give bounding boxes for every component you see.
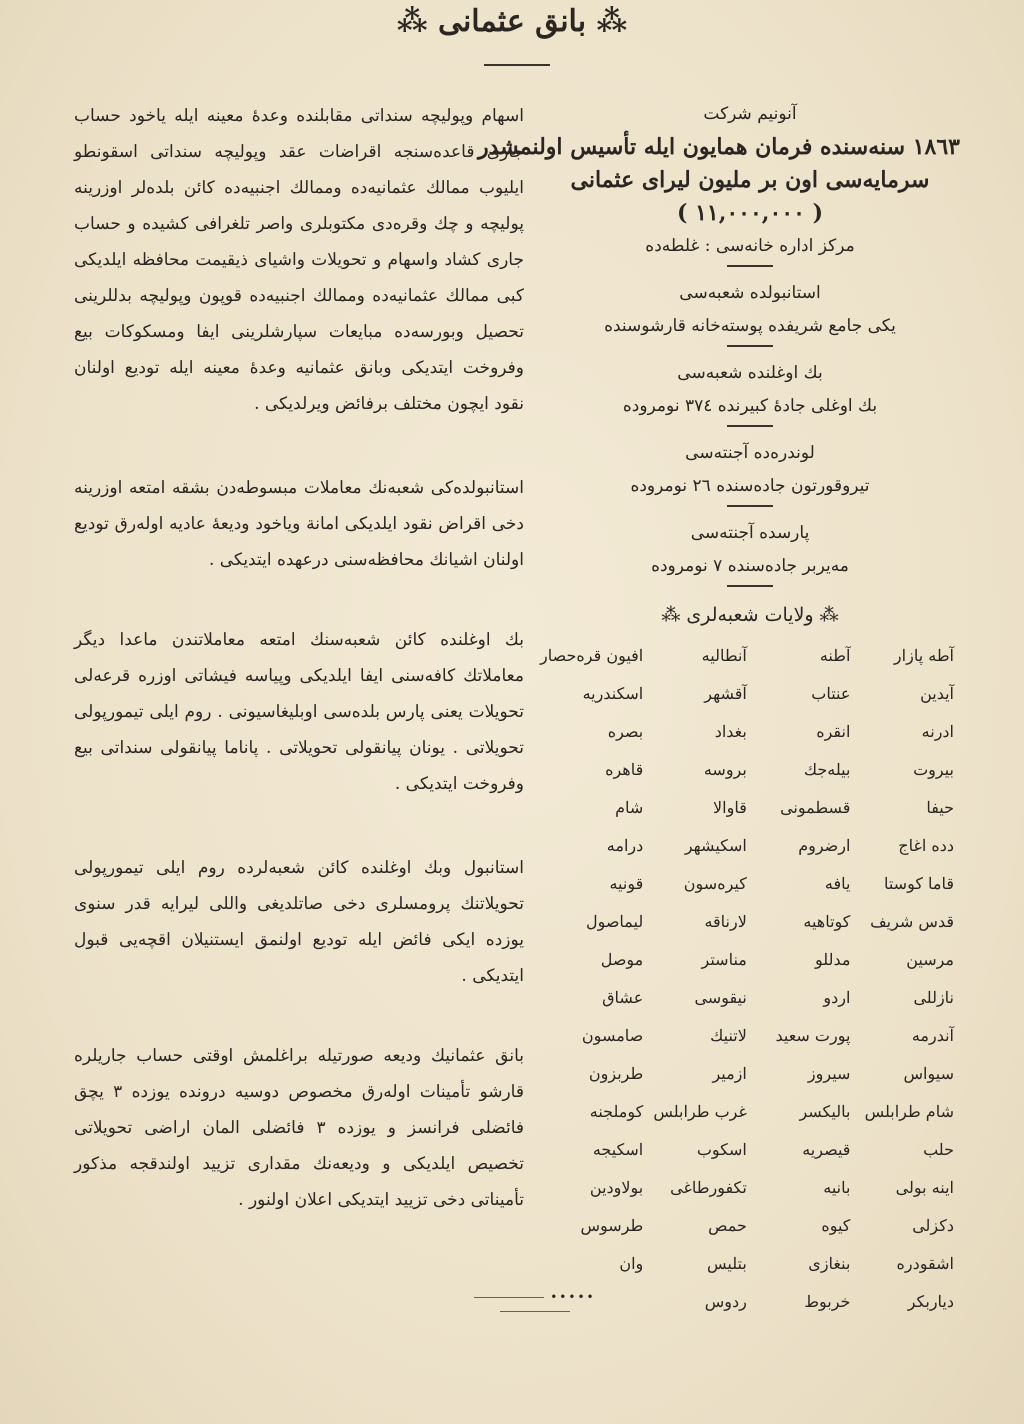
- province-branch: قسطمونی: [780, 798, 851, 817]
- province-branch: سیروز: [807, 1064, 851, 1083]
- footer-rule: [500, 1311, 570, 1312]
- province-branch: سیواس: [903, 1064, 954, 1083]
- province-branch: نیقوسی: [694, 988, 747, 1007]
- province-branch: اسكیشهر: [684, 836, 747, 855]
- province-branch: اردو: [823, 988, 851, 1007]
- province-branch: قاما كوستا: [883, 874, 954, 893]
- province-branch: مدللو: [815, 950, 851, 969]
- province-branch: انقره: [816, 722, 851, 741]
- province-branch: حیفا: [926, 798, 954, 817]
- province-branch: بصره: [607, 722, 644, 741]
- province-branch: عنتاب: [811, 684, 851, 703]
- province-branch: آیدین: [920, 684, 954, 703]
- province-branch: وان: [619, 1254, 644, 1273]
- branch-address: مه‌یربر جاده‌سنده ۷ نومروده: [651, 556, 849, 576]
- headquarters-line: مركز اداره خانه‌سی : غلطه‌ده: [645, 236, 855, 256]
- section-divider: [727, 265, 773, 267]
- province-branch: دكزلی: [912, 1216, 954, 1235]
- province-branch: آنطالیه: [701, 646, 747, 665]
- title-divider: [484, 64, 550, 66]
- province-branch: قدس شریف: [870, 912, 954, 931]
- branch-name: استانبولده شعبه‌سی: [679, 283, 821, 303]
- province-branch: درامه: [606, 836, 644, 855]
- province-branch: اشقودره: [896, 1254, 954, 1273]
- province-branch: شام طرابلس: [864, 1102, 954, 1121]
- paragraph-services: اسهام وپولیچه سنداتی مقابلنده وعدهٔ معینه ایله یاخود حساب جاری قاعده‌سنجه اقراضات عقد وپولیچه سنداتی اسقونطو ایلیوب ممالك عثمانیه‌ده وممالك اجنبیه‌ده كائن بلده‌لر اوزرینه پولیچه و چك وقره‌دی مكتوبلری واصر تلغرافی كشیده و حساب جاری كشاد واسهام و تحویلات واشیای ذیقیمت محافظه ایلدیكی كبی ممالك عثمانیه‌ده وممالك اجنبیه‌ده قوپون وپولیچه بدللرینی تحصیل وبورسه‌ده مبایعات سپارشلرینی ایفا ومسكوكات بیع وفروخت ایتدیكی وبانق عثمانیه وعدهٔ معینه ایله تودیع اولنان نقود ایچون مختلف برفائض ویرلدیكی .: [74, 106, 524, 414]
- province-branch: خربوط: [804, 1292, 851, 1311]
- province-branch: حمص: [708, 1216, 747, 1235]
- capital-line: سرمایه‌سی اون بر ملیون لیرای عثمانی: [570, 167, 930, 193]
- section-divider: [727, 505, 773, 507]
- founding-line: ۱۸٦۳ سنه‌سنده فرمان همایون ایله تأسیس اولنمشدر: [477, 134, 960, 160]
- province-branch: كوتاهیه: [803, 912, 851, 931]
- province-branch: كیوه: [821, 1216, 851, 1235]
- province-branch: لاتنیك: [710, 1026, 747, 1045]
- province-branch: غرب طرابلس: [653, 1102, 747, 1121]
- province-branch: طرسوس: [580, 1216, 644, 1235]
- province-branch: آندرمه: [911, 1026, 954, 1045]
- province-branch: لیماصول: [585, 912, 644, 931]
- province-branch: طربزون: [588, 1064, 644, 1083]
- right-column: [477, 98, 960, 1321]
- province-branch: بانیه: [823, 1178, 851, 1197]
- branch-address: تیروقورتون جاده‌سنده ۲٦ نومروده: [630, 476, 870, 496]
- footer-rule: [474, 1297, 544, 1298]
- branch-name: بك اوغلنده شعبه‌سی: [677, 363, 823, 383]
- section-divider: [727, 345, 773, 347]
- province-branch: بتلیس: [707, 1254, 747, 1273]
- province-branch: اسكوب: [696, 1140, 747, 1159]
- province-branch: دده اغاج: [898, 836, 954, 855]
- province-branch: دیاربكر: [907, 1292, 954, 1311]
- province-branch: اسكیجه: [592, 1140, 644, 1159]
- branch-name: لوندره‌ده آجنته‌سی: [685, 443, 815, 463]
- province-branch: بنغازی: [808, 1254, 851, 1273]
- branch-address: بك اوغلی جادهٔ كبیرنده ۳۷٤ نومروده: [622, 396, 878, 416]
- province-branch: ردوس: [704, 1292, 747, 1311]
- capital-amount: ( ۱۱,۰۰۰,۰۰۰ ): [676, 200, 823, 226]
- province-branch: بیروت: [913, 760, 954, 779]
- province-branch: عشاق: [602, 988, 644, 1007]
- paragraph-beyoglu-branch: بك اوغلنده كائن شعبه‌سنك امتعه معاملاتندن ماعدا دیگر معاملاتك كافه‌سنی ایفا ایلدیكی وپیاسه فیشاتی اوزره قرعه‌لی تحویلات یعنی پارس بلده‌سی اوبلیغاسیونی . روم ایلی تیمورپولی تحویلاتی . یونان پیانقولی تحویلاتی . پاناما پیانقولی سنداتی بیع وفروخت ایتدیكی .: [74, 630, 524, 794]
- province-branch: صامسون: [581, 1026, 644, 1045]
- province-branch: بولاودین: [589, 1178, 644, 1197]
- province-branch: لارناقه: [704, 912, 747, 931]
- province-branch: حلب: [923, 1140, 954, 1159]
- province-branch: ازمیر: [712, 1064, 747, 1083]
- provinces-grid: [540, 637, 960, 1321]
- province-branch: افیون قره‌حصار: [540, 646, 644, 665]
- branch-address: یكی جامع شریفده پوسته‌خانه قارشوسنده: [604, 316, 896, 336]
- province-branch: كیره‌سون: [683, 874, 747, 893]
- branch-name: پارسده آجنته‌سی: [690, 523, 810, 543]
- province-branch: آطنه: [819, 646, 851, 665]
- province-branch: قونیه: [609, 874, 644, 893]
- footer-dots: •••••: [550, 1290, 596, 1304]
- section-divider: [727, 425, 773, 427]
- province-branch: بالیكسر: [799, 1102, 851, 1121]
- province-branch: شام: [615, 798, 644, 817]
- province-branch: قیصریه: [802, 1140, 851, 1159]
- paragraph-guarantees: بانق عثمانیك ودیعه صورتیله براغلمش اوقتی حساب جاریلره قارشو تأمینات اوله‌رق مخصوص دوسیه درونده یوزده ۳ یچق فائضلی فرانسز و یوزده ۳ فائضلی المان اراضی تحویلاتی تخصیص ایلدیكی و ودیعه‌نك مقداری تزیید اولندقجه مذكور تأميناتی دخی تزیید ایتدیكی اعلان اولنور .: [74, 1046, 524, 1210]
- section-divider: [727, 585, 773, 587]
- province-branch: ارضروم: [798, 836, 851, 855]
- paragraph-deposits: استانبول وبك اوغلنده كائن شعبه‌لرده روم ایلی تیمورپولی تحویلاتنك پرومسلری دخی صاتلدیغی واللی لیرایه قدر سنوی یوزده ایكی فائض ایله تودیع اولنمق ایستنیلان اقچه‌یی قبول ایتدیكی .: [74, 858, 524, 986]
- paragraph-istanbul-branch: استانبولده‌كی شعبه‌نك معاملات مبسوطه‌دن بشقه امتعه اوزرینه دخی اقراض نقود ایلدیكی امانة ویاخود ودیعهٔ عادیه اوله‌رق تودیع اولنان اشیانك محافظه‌سنی درعهده ایتدیكی .: [74, 478, 524, 570]
- province-branch: ادرنه: [921, 722, 954, 741]
- province-branch: آطه پازار: [893, 646, 954, 665]
- province-branch: پورت سعید: [775, 1026, 851, 1045]
- province-branch: تكفورطاغی: [670, 1178, 747, 1197]
- province-branch: اسكندریه: [582, 684, 644, 703]
- province-branch: مناستر: [701, 950, 747, 969]
- province-branch: بغداد: [714, 722, 747, 741]
- footer-ornament: [440, 1290, 630, 1318]
- province-branch: نازللی: [913, 988, 954, 1007]
- provinces-title: ⁂ ولایات شعبه‌لری ⁂: [661, 604, 839, 626]
- page-title: ⁂ بانق عثمانی ⁂: [396, 4, 628, 39]
- province-branch: كوملجنه: [589, 1102, 644, 1121]
- province-branch: قاهره: [605, 760, 644, 779]
- province-branch: یافه: [824, 874, 851, 893]
- company-type: آنونیم شركت: [703, 104, 797, 124]
- province-branch: بروسه: [703, 760, 747, 779]
- province-branch: آقشهر: [704, 684, 747, 703]
- province-branch: مرسین: [906, 950, 954, 969]
- province-branch: بیله‌جك: [803, 760, 851, 779]
- province-branch: اینه بولی: [895, 1178, 954, 1197]
- province-branch: قاوالا: [713, 798, 747, 817]
- province-branch: موصل: [600, 950, 644, 969]
- left-column: [74, 98, 524, 1266]
